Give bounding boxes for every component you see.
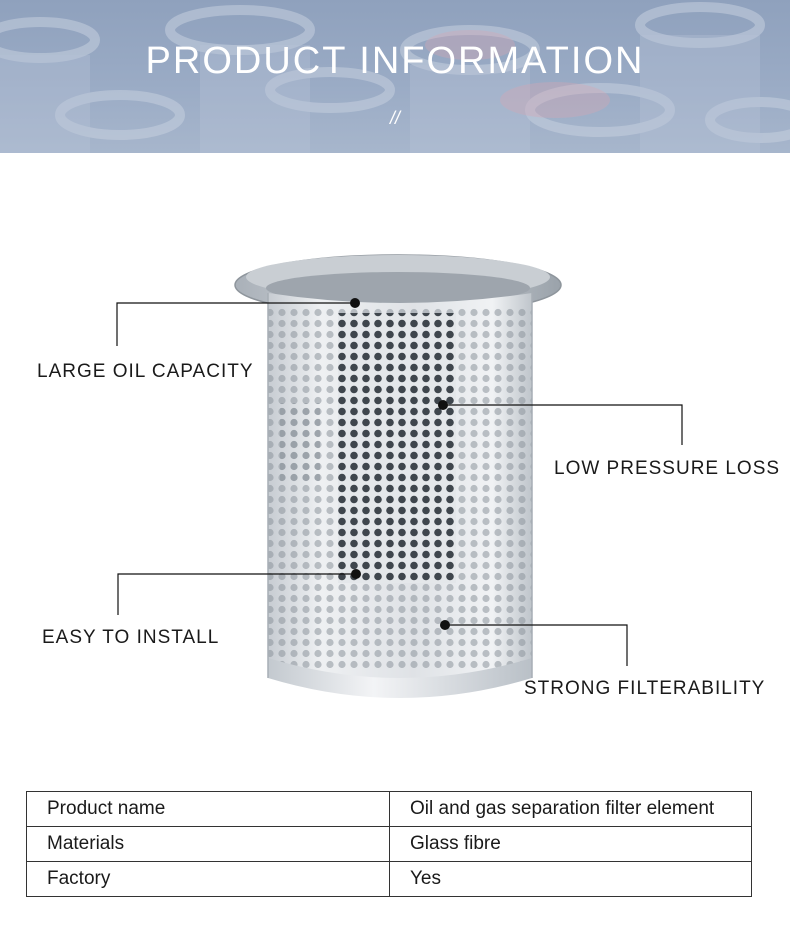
table-row [27, 792, 752, 827]
callout-low-pressure-loss: LOW PRESSURE LOSS [554, 458, 781, 479]
product-spec-table [26, 791, 752, 897]
table-row [27, 827, 752, 862]
callout-easy-to-install: EASY TO INSTALL [42, 627, 220, 648]
callout-dot-pressure-loss [438, 400, 448, 410]
product-illustration [0, 153, 790, 773]
table-row [27, 862, 752, 897]
spec-value: Glass fibre [390, 827, 752, 862]
spec-value: Yes [390, 862, 752, 897]
callout-strong-filterability: STRONG FILTERABILITY [524, 678, 766, 699]
callout-dot-oil-capacity [350, 298, 360, 308]
spec-key: Product name [27, 792, 390, 827]
callout-dot-filterability [440, 620, 450, 630]
spec-key: Materials [27, 827, 390, 862]
spec-key: Factory [27, 862, 390, 897]
header-banner [0, 0, 790, 153]
spec-value: Oil and gas separation filter element [390, 792, 752, 827]
title-divider-mark: // [389, 108, 400, 128]
page-title: PRODUCT INFORMATION [145, 40, 645, 82]
callout-large-oil-capacity: LARGE OIL CAPACITY [37, 361, 254, 382]
callout-dot-install [351, 569, 361, 579]
